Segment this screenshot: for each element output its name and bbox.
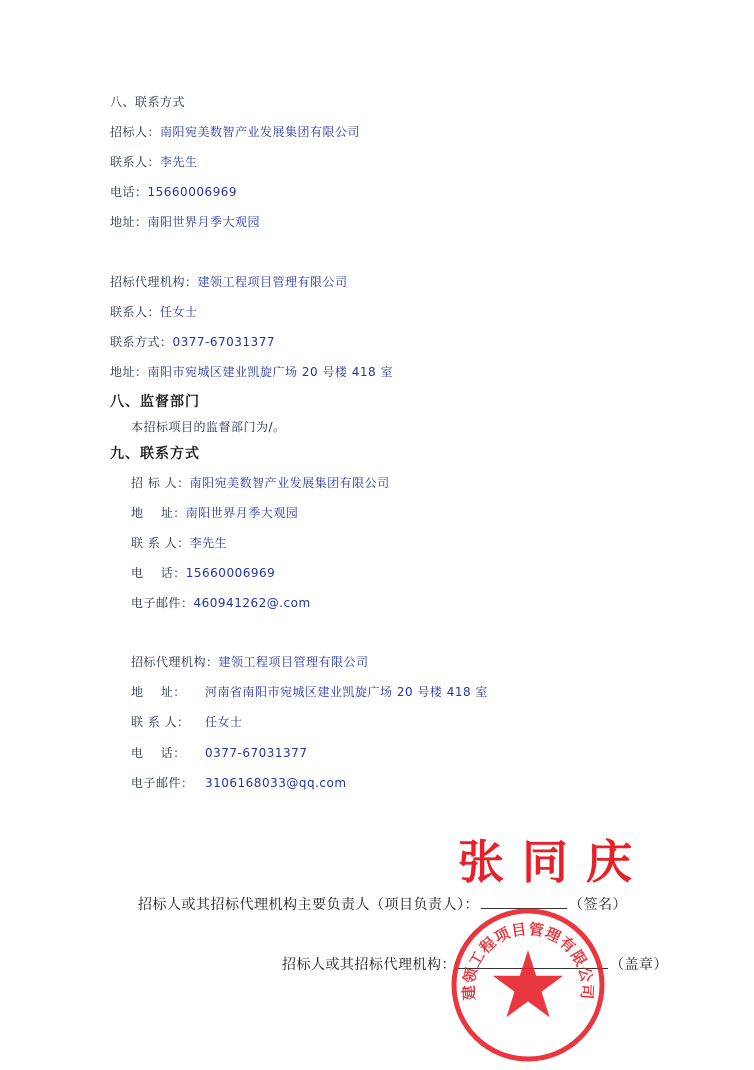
agency-contact-row (110, 305, 198, 319)
b-agency-label: 招标代理机构： (131, 655, 219, 669)
signature-line-responsible-label: 招标人或其招标代理机构主要负责人（项目负责人）： (138, 897, 479, 913)
tenderer-row (110, 125, 360, 139)
b-agency-email-row (131, 776, 347, 790)
contact-label: 联系人： (110, 155, 161, 169)
phone-label: 电话： (110, 185, 148, 199)
b-agency-address-label: 地 址： (131, 685, 186, 699)
b-agency-address-row (131, 685, 488, 699)
contact-value: 李先生 (160, 155, 198, 169)
agency-value: 建领工程项目管理有限公司 (197, 275, 348, 289)
section-heading-contact-2: 九、联系方式 (110, 446, 200, 462)
b-contact-row (131, 536, 227, 550)
b-address-label: 地 址： (131, 506, 186, 520)
b-address-row (131, 506, 298, 520)
b-agency-address-value: 河南省南阳市宛城区建业凯旋广场 20 号楼 418 室 (205, 685, 488, 699)
b-agency-contact-value: 任女士 (205, 715, 243, 729)
signature-line-responsible-suffix: （签名） (569, 897, 627, 913)
b-email-row (131, 596, 311, 610)
agency-label: 招标代理机构： (110, 275, 198, 289)
agency-contact-label: 联系人： (110, 305, 161, 319)
b-address-value: 南阳世界月季大观园 (185, 506, 299, 520)
agency-contact-value: 任女士 (160, 305, 198, 319)
b-tenderer-value: 南阳宛美数智产业发展集团有限公司 (189, 476, 390, 490)
signature-line-organization-suffix: （盖章） (610, 957, 668, 973)
b-contact-label: 联 系 人： (131, 536, 190, 550)
address-label: 地址： (110, 215, 148, 229)
supervision-text: 本招标项目的监督部门为/。 (131, 420, 286, 434)
agency-address-row (110, 365, 393, 379)
address-value: 南阳世界月季大观园 (147, 215, 261, 229)
signature-line-organization-label: 招标人或其招标代理机构： (282, 957, 456, 973)
phone-value: 15660006969 (147, 185, 237, 199)
tenderer-label: 招标人： (110, 125, 161, 139)
b-tenderer-row (131, 476, 390, 490)
b-agency-email-value: 3106168033@qq.com (205, 776, 347, 790)
b-agency-contact-row (131, 715, 243, 729)
section-heading-supervision: 八、监督部门 (110, 394, 200, 410)
section-heading-contact: 八、联系方式 (110, 95, 186, 109)
b-agency-phone-label: 电 话： (131, 746, 186, 760)
agency-phone-row (110, 335, 275, 349)
b-agency-phone-value: 0377-67031377 (205, 746, 308, 760)
handwritten-signature: 张同庆 (458, 835, 650, 889)
agency-phone-label: 联系方式： (110, 335, 173, 349)
agency-phone-value: 0377-67031377 (172, 335, 275, 349)
agency-address-value: 南阳市宛城区建业凯旋广场 20 号楼 418 室 (147, 365, 393, 379)
b-tenderer-label: 招 标 人： (131, 476, 190, 490)
agency-address-label: 地址： (110, 365, 148, 379)
b-agency-contact-label: 联 系 人： (131, 715, 190, 729)
b-agency-row (131, 655, 369, 669)
b-agency-email-label: 电子邮件： (131, 776, 194, 790)
svg-text:建领工程项目管理有限公司: 建领工程项目管理有限公司 (459, 919, 597, 1001)
agency-row (110, 275, 348, 289)
b-contact-value: 李先生 (189, 536, 228, 550)
address-row (110, 215, 260, 229)
b-phone-label: 电 话： (131, 566, 186, 580)
b-phone-row (131, 566, 275, 580)
phone-row (110, 185, 237, 199)
official-seal-stamp (448, 905, 608, 1065)
b-email-label: 电子邮件： (131, 596, 194, 610)
b-email-value: 460941262@.com (193, 596, 311, 610)
b-agency-phone-row (131, 746, 307, 760)
b-agency-value: 建领工程项目管理有限公司 (218, 655, 369, 669)
contact-row (110, 155, 198, 169)
b-phone-value: 15660006969 (185, 566, 276, 580)
tenderer-value: 南阳宛美数智产业发展集团有限公司 (160, 125, 361, 139)
